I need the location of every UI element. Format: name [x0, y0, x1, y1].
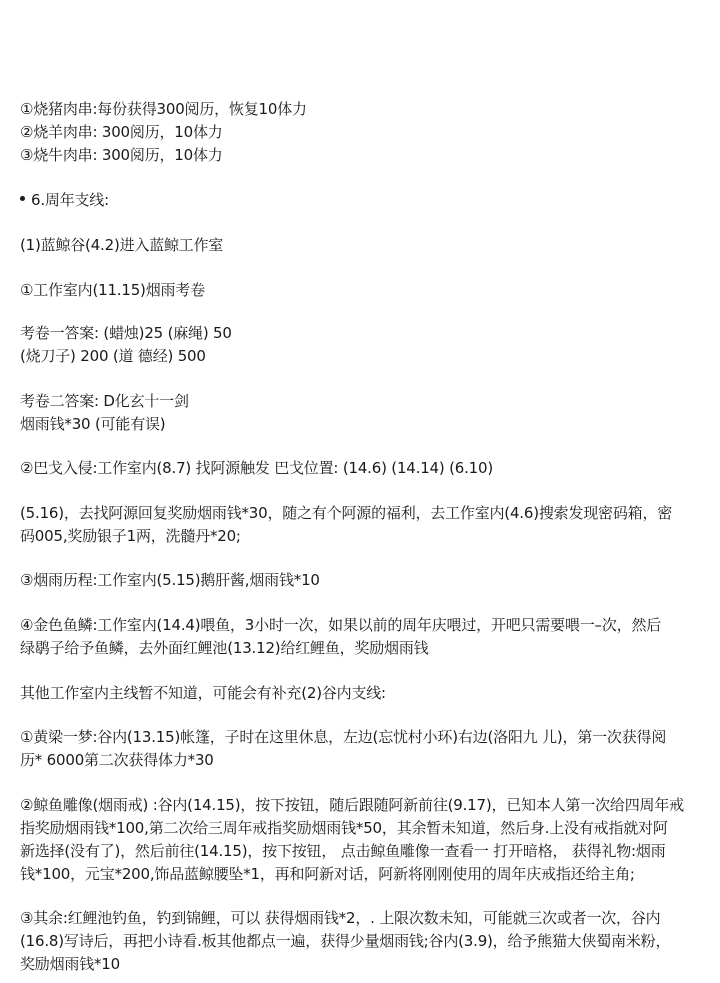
text-line: ②烧羊肉串: 300阅历，10体力: [20, 123, 223, 141]
text-line: 其他工作室内主线暂不知道，可能会有补充(2)谷内支线:: [20, 684, 386, 702]
text-line: ③烟雨历程:工作室内(5.15)鹅肝酱,烟雨钱*10: [20, 571, 320, 589]
text-line: 钱*100，元宝*200,饰品蓝鲸腰坠*1，再和阿新对话，阿新将刚刚使用的周年庆戒指还给主角;: [20, 865, 635, 883]
text-line: 新选择(没有了)，然后前往(14.15)，按下按钮， 点击鲸鱼雕像一查看一 打开暗格， 获得礼物:烟雨: [20, 842, 666, 860]
text-line: 烟雨钱*30 (可能有误): [20, 415, 166, 433]
bullet-item: [20, 190, 109, 211]
text-line: 绿鹖子给予鱼鳞，去外面红鲤池(13.12)给红鲤鱼，奖励烟雨钱: [20, 639, 429, 657]
bullet-icon: [20, 196, 25, 201]
section-heading: 6.周年支线:: [31, 191, 109, 209]
text-line: 考卷二答案: D化玄十一剑: [20, 392, 189, 410]
text-line: ②巴戈入侵:工作室内(8.7) 找阿源触发 巴戈位置: (14.6) (14.14) (6.10): [20, 459, 494, 477]
text-line: ④金色鱼鳞:工作室内(14.4)喂鱼，3小时一次，如果以前的周年庆喂过，开吧只需要喂一–次，然后: [20, 616, 662, 634]
text-line: (1)蓝鲸谷(4.2)进入蓝鲸工作室: [20, 236, 224, 254]
document-page: [20, 0, 710, 983]
text-line: 考卷一答案: (蜡烛)25 (麻绳) 50: [20, 324, 232, 342]
text-line: ①黄梁一梦:谷内(13.15)帐篷，子时在这里休息，左边(忘忧村小环)右边(洛阳九 儿)，第一次获得阅: [20, 728, 667, 746]
text-line: ①工作室内(11.15)烟雨考卷: [20, 281, 205, 299]
text-line: 码005,奖励银子1两，洗髓丹*20;: [20, 527, 241, 545]
text-line: ③其余:红鲤池钓鱼，钓到锦鲤，可以 获得烟雨钱*2，. 上限次数未知，可能就三次或者一次，谷内: [20, 909, 661, 927]
text-line: 历* 6000第二次获得体力*30: [20, 751, 214, 769]
text-line: ①烧猪肉串:每份获得300阅历，恢复10体力: [20, 100, 307, 118]
text-line: ②鲸鱼雕像(烟雨戒) :谷内(14.15)，按下按钮，随后跟随阿新前往(9.17)，已知本人第一次给四周年戒: [20, 796, 684, 814]
text-line: (5.16)，去找阿源回复奖励烟雨钱*30，随之有个阿源的福利，去工作室内(4.6)搜索发现密码箱，密: [20, 504, 673, 522]
text-line: 指奖励烟雨钱*100,第二次给三周年戒指奖励烟雨钱*50，其余暂未知道，然后身.上没有戒指就对阿: [20, 819, 668, 837]
text-line: (烧刀子) 200 (道 德经) 500: [20, 347, 206, 365]
text-line: ③烧牛肉串: 300阅历，10体力: [20, 146, 223, 164]
text-line: 奖励烟雨钱*10: [20, 955, 120, 973]
text-line: (16.8)写诗后，再把小诗看.板其他都点一遍，获得少量烟雨钱;谷内(3.9)，给予熊猫大侠蜀南米粉，: [20, 932, 671, 950]
